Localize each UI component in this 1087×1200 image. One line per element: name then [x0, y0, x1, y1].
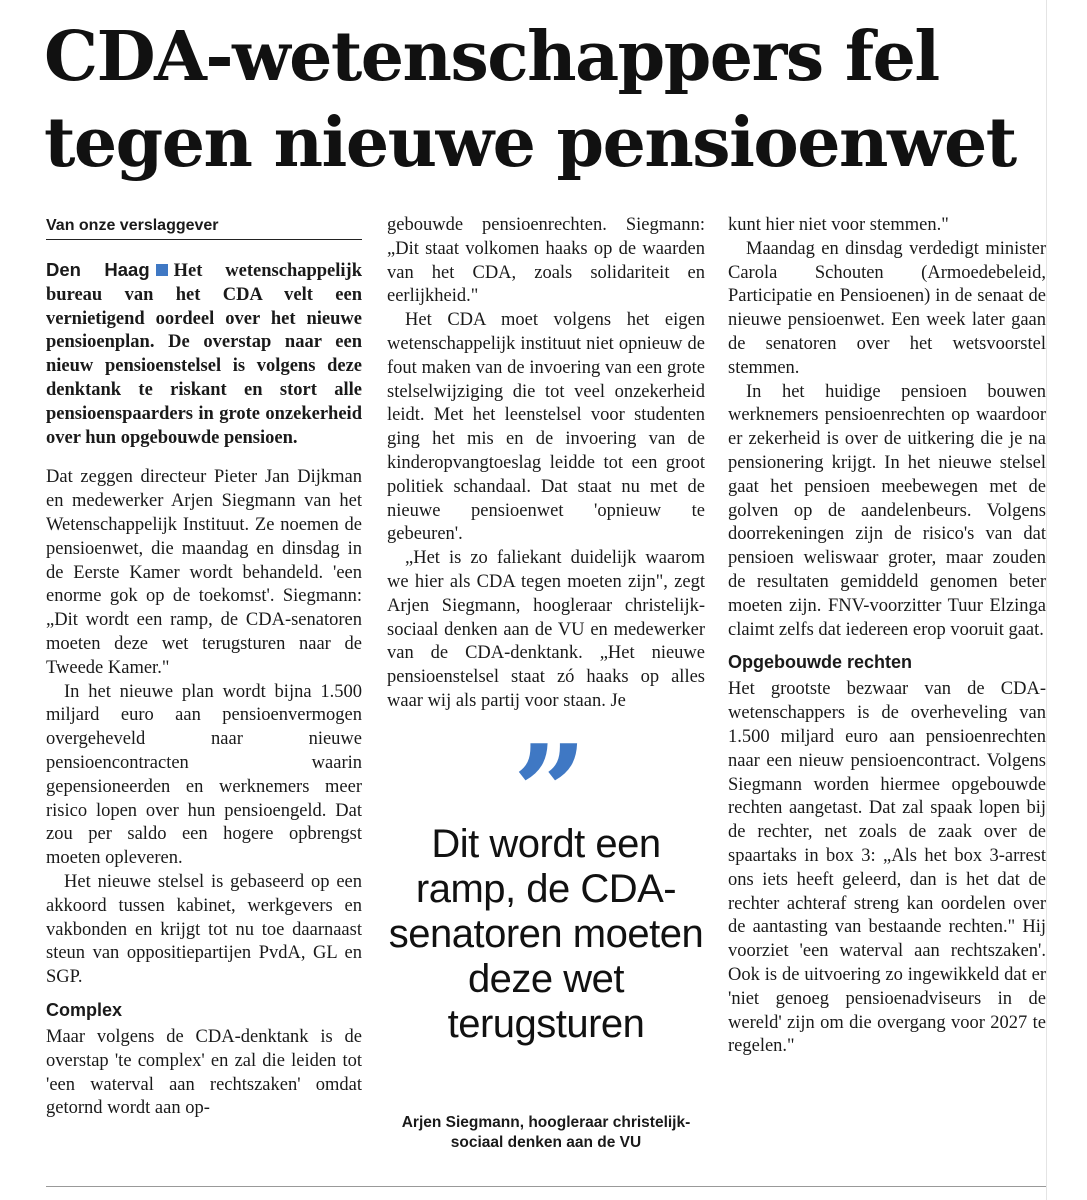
headline-line-2: tegen nieuwe pensioenwet: [44, 103, 1016, 183]
bottom-divider: [46, 1186, 1046, 1187]
body-paragraph-3: Het nieuwe stelsel is gebaseerd op een akkoord tussen kabinet, werkgevers en vakbonden en krijgt tot nu toe daarnaast steun van oppositiepartijen PvdA, GL en SGP.: [46, 871, 362, 988]
body-paragraph-7: „Het is zo faliekant duidelijk waarom we hier als CDA tegen moeten zijn", zegt Arjen Siegmann, hoogleraar christelijk-sociaal denken aan de VU en medewerker van de CDA-denktank. „Het nieuwe pensioenstelsel staat zó haaks op alles waar wij als partij voor staan. Je: [387, 548, 705, 711]
lead-text: Het wetenschappelijk bureau van het CDA velt een vernietigend oordeel over het nieuwe pensioenplan. De overstap naar een nieuw pensioenstelsel is volgens deze denktank te riskant en stort alle pensioenspaarders in grote onzekerheid over hun opgebouwde pensioen.: [46, 261, 363, 448]
headline-line-1: CDA-wetenschappers fel: [44, 17, 939, 97]
dateline: Den Haag: [46, 259, 150, 280]
pullquote: [387, 716, 705, 1153]
body-paragraph-5: gebouwde pensioenrechten. Siegmann: „Dit staat volkomen haaks op de waarden van het CDA, zoals solidariteit en eerlijkheid.": [387, 215, 705, 307]
column-2: [387, 214, 705, 714]
subheading-complex: Complex: [46, 999, 123, 1020]
byline: Van onze verslaggever: [46, 214, 362, 240]
body-paragraph-2: In het nieuwe plan wordt bijna 1.500 miljard euro aan pensioenvermogen overgeheveld naar nieuwe pensioencontracten waarin gepensioneerden en werknemers meer risico lopen over hun pensioengeld. Dat zou per saldo een hogere opbrengst moeten opleveren.: [46, 681, 362, 869]
lead-paragraph: [46, 258, 362, 450]
body-paragraph-9: Maandag en dinsdag verdedigt minister Carola Schouten (Armoedebeleid, Participatie en Pensioenen) in de senaat de nieuwe pensioenwet. Een week later gaan de senatoren over het wetsvoorstel stemmen.: [728, 238, 1046, 378]
column-3: [728, 214, 1046, 1059]
body-paragraph-1: Dat zeggen directeur Pieter Jan Dijkman en medewerker Arjen Siegmann van het Wetenschappelijk Instituut. Ze noemen de pensioenwet, die maandag en dinsdag in de Eerste Kamer wordt behandeld. 'een enorme gok op de toekomst'. Siegmann: „Dit wordt een ramp, de CDA-senatoren moeten deze wet terugsturen naar de Tweede Kamer.": [46, 467, 362, 678]
column-1: [46, 214, 362, 1121]
body-paragraph-6: Het CDA moet volgens het eigen wetenschappelijk instituut niet opnieuw de fout maken van de invoering van een grote stelselwijziging die tot veel onzekerheid leidt. Met het leenstelsel voor studenten ging het mis en de invoering van de kinderopvangtoeslag leidde tot een groot politiek schandaal. Dat staat nu met de nieuwe pensioenwet 'opnieuw te gebeuren'.: [387, 310, 705, 545]
right-divider: [1046, 0, 1047, 1200]
subheading-opgebouwde-rechten: Opgebouwde rechten: [728, 652, 913, 673]
pullquote-text: Dit wordt een ramp, de CDA-senatoren moeten deze wet terugsturen: [388, 822, 704, 1046]
pullquote-attribution: Arjen Siegmann, hoogleraar christelijk-sociaal denken aan de VU: [401, 1114, 691, 1151]
body-paragraph-11: Het grootste bezwaar van de CDA-wetenschappers is de overheveling van 1.500 miljard euro aan pensioenrechten naar een nieuw pensioencontract. Volgens Siegmann worden hiermee opgebouwde rechten aangetast. Dat zal spaak lopen bij de rechter, net zoals de zaak over de spaartaks in box 3: „Als het box 3-arrest ons iets heeft geleerd, dan is het dat de rechter achteraf streng kan oordelen over de aantasting van bestaande rechten." Hij voorziet 'een waterval aan rechtszaken'. Ook is de uitvoering zo ingewikkeld dat er 'niet genoeg pensioenadviseurs in de wereld' zijn om die overgang voor 2027 te regelen.": [728, 679, 1046, 1057]
body-paragraph-10: In het huidige pensioen bouwen werknemers pensioenrechten op waardoor er zekerheid is over de uitkering die je na pensionering krijgt. In het nieuwe stelsel gaat het pensioen meebewegen met de golven op de aandelenbeurs. Volgens doorrekeningen zijn de risico's van dat pensioen weliswaar groter, maar zouden de resultaten gemiddeld genomen beter moeten zijn. FNV-voorzitter Tuur Elzinga claimt zelfs dat iedereen erop vooruit gaat.: [728, 381, 1046, 640]
blue-square-icon: [156, 264, 168, 276]
headline: [44, 14, 1074, 186]
body-paragraph-4: Maar volgens de CDA-denktank is de overstap 'te complex' en zal die leiden tot 'een waterval aan rechtszaken' omdat getornd wordt aan op-: [46, 1026, 362, 1119]
quote-mark-icon: ”: [512, 716, 580, 869]
body-paragraph-8: kunt hier niet voor stemmen.": [728, 215, 949, 235]
